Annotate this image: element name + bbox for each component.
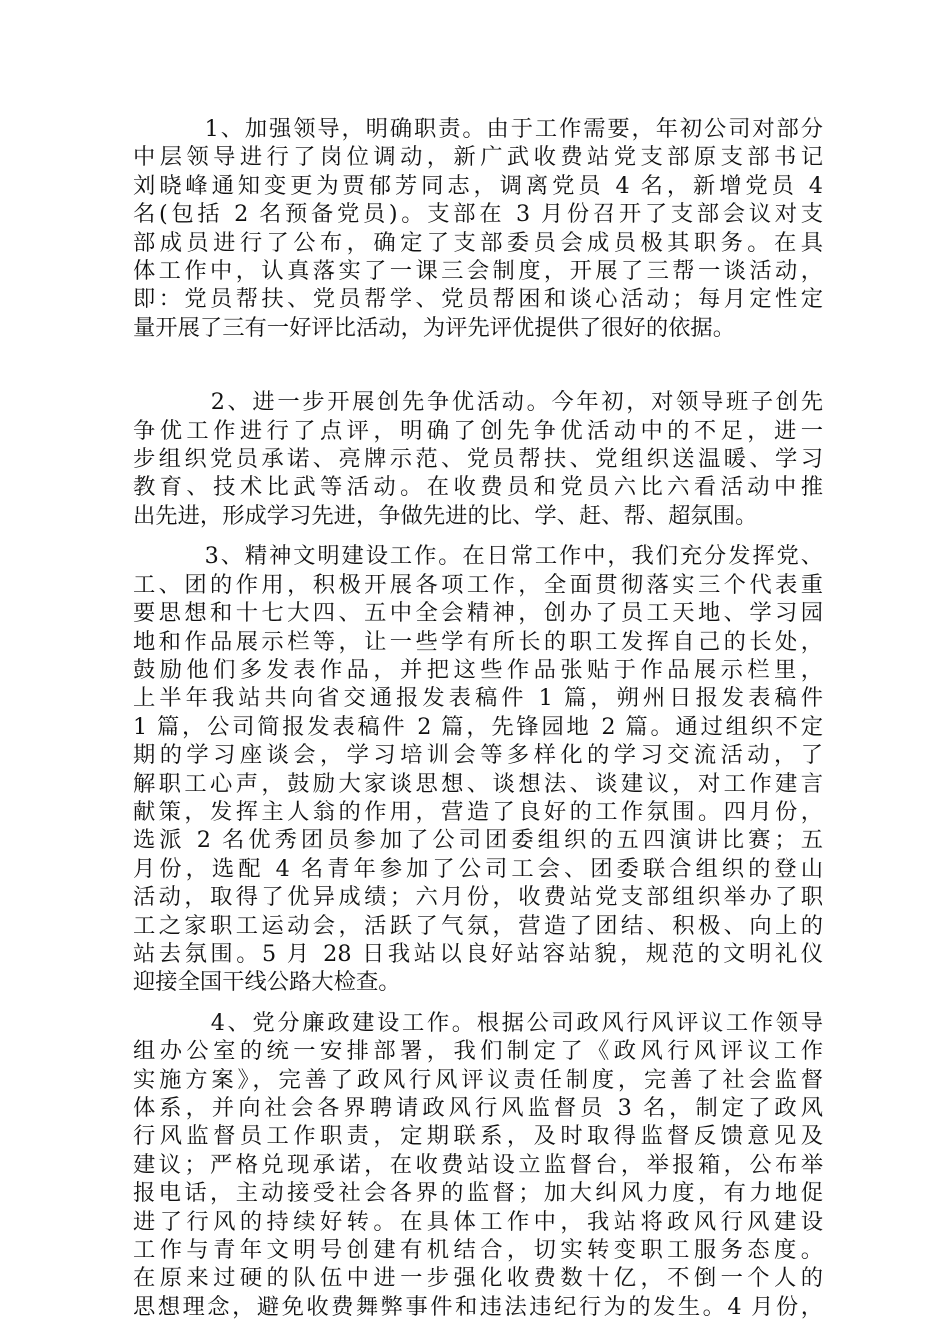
text-line: 在原来过硬的队伍中进一步强化收费数十亿，不倒一个人的 xyxy=(133,1265,823,1292)
text-line: 报电话，主动接受社会各界的监督；加大纠风力度，有力地促 xyxy=(133,1180,823,1207)
text-line: 地和作品展示栏等，让一些学有所长的职工发挥自己的长处， xyxy=(133,628,823,655)
paragraph-integrity-building xyxy=(133,1009,823,1321)
text-line: 实施方案》，完善了政风行风评议责任制度，完善了社会监督 xyxy=(133,1066,823,1093)
text-line: 鼓励他们多发表作品，并把这些作品张贴于作品展示栏里， xyxy=(133,656,823,683)
text-line: 1 篇，公司简报发表稿件 2 篇，先锋园地 2 篇。通过组织不定 xyxy=(133,713,823,740)
text-line: 部成员进行了公布，确定了支部委员会成员极其职务。在具 xyxy=(133,229,823,256)
text-line: 出先进，形成学习先进，争做先进的比、学、赶、帮、超氛围。 xyxy=(133,502,758,529)
text-line: 思想理念，避免收费舞弊事件和违法违纪行为的发生。4 月份， xyxy=(133,1293,823,1320)
text-line: 进了行风的持续好转。在具体工作中，我站将政风行风建设 xyxy=(133,1208,823,1235)
text-line: 月份，选配 4 名青年参加了公司工会、团委联合组织的登山 xyxy=(133,855,823,882)
text-line: 期的学习座谈会，学习培训会等多样化的学习交流活动，了 xyxy=(133,742,823,769)
text-line: 站去氛围。5 月 28 日我站以良好站容站貌，规范的文明礼仪 xyxy=(133,940,823,967)
text-line: 体系，并向社会各界聘请政风行风监督员 3 名，制定了政风 xyxy=(133,1095,823,1121)
text-line: 选派 2 名优秀团员参加了公司团委组织的五四演讲比赛；五 xyxy=(133,827,823,854)
text-line: 行风监督员工作职责，定期联系，及时取得监督反馈意见及 xyxy=(133,1123,823,1150)
text-line: 3、精神文明建设工作。在日常工作中，我们充分发挥党、 xyxy=(133,543,823,570)
text-line: 要思想和十七大四、五中全会精神，创办了员工天地、学习园 xyxy=(133,600,823,627)
text-line: 迎接全国干线公路大检查。 xyxy=(133,969,401,996)
text-line: 献策，发挥主人翁的作用，营造了良好的工作氛围。四月份， xyxy=(133,798,823,825)
text-line: 中层领导进行了岗位调动，新广武收费站党支部原支部书记 xyxy=(133,144,823,171)
text-line: 工之家职工运动会，活跃了气氛，营造了团结、积极、向上的 xyxy=(133,912,823,939)
paragraph-excellence-activities xyxy=(133,388,823,530)
text-line: 步组织党员承诺、亮牌示范、党员帮扶、党组织送温暖、学习 xyxy=(133,446,823,473)
text-line: 体工作中，认真落实了一课三会制度，开展了三帮一谈活动， xyxy=(133,258,823,285)
text-line: 1、加强领导，明确职责。由于工作需要，年初公司对部分 xyxy=(133,116,823,142)
text-line: 组办公室的统一安排部署，我们制定了《政风行风评议工作 xyxy=(133,1038,823,1065)
text-line: 即：党员帮扶、党员帮学、党员帮困和谈心活动；每月定性定 xyxy=(133,286,823,313)
text-line: 上半年我站共向省交通报发表稿件 1 篇，朔州日报发表稿件 xyxy=(133,685,823,712)
text-line: 工作与青年文明号创建有机结合，切实转变职工服务态度。 xyxy=(133,1237,823,1264)
text-line: 刘晓峰通知变更为贾郁芳同志，调离党员 4 名，新增党员 4 xyxy=(133,172,823,199)
text-line: 争优工作进行了点评，明确了创先争优活动中的不足，进一 xyxy=(133,417,823,444)
paragraph-civilization-building xyxy=(133,542,823,997)
text-line: 名(包括 2 名预备党员)。支部在 3 月份召开了支部会议对支 xyxy=(133,201,823,228)
text-line: 解职工心声，鼓励大家谈思想、谈想法、谈建议，对工作建言 xyxy=(133,770,823,797)
text-line: 活动，取得了优异成绩；六月份，收费站党支部组织举办了职 xyxy=(133,884,823,911)
text-line: 量开展了三有一好评比活动，为评先评优提供了很好的依据。 xyxy=(133,314,736,341)
text-line: 建议；严格兑现承诺，在收费站设立监督台，举报箱，公布举 xyxy=(133,1151,823,1178)
text-line: 2、进一步开展创先争优活动。今年初，对领导班子创先 xyxy=(133,389,823,416)
paragraph-party-leadership xyxy=(133,115,823,342)
document-body xyxy=(133,115,823,1321)
text-line: 4、党分廉政建设工作。根据公司政风行风评议工作领导 xyxy=(133,1009,823,1036)
text-line: 教育、技术比武等活动。在收费员和党员六比六看活动中推 xyxy=(133,474,823,501)
text-line: 工、团的作用，积极开展各项工作，全面贯彻落实三个代表重 xyxy=(133,571,823,598)
